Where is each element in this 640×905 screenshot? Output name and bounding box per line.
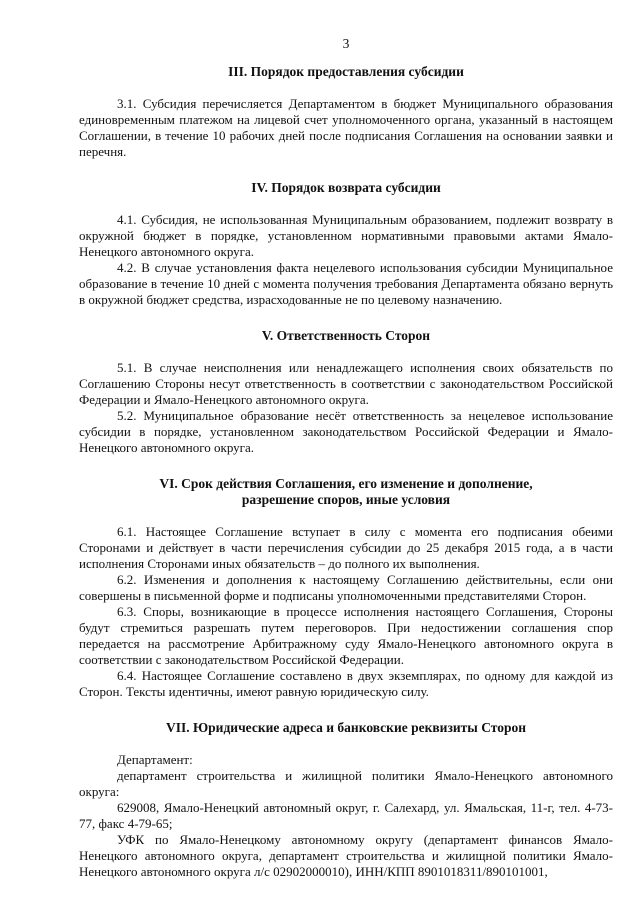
paragraph-department-address: 629008, Ямало-Ненецкий автономный округ, г. Салехард, ул. Ямальская, 11-г, тел. 4-73-77, факс 4-79-65; bbox=[79, 800, 613, 831]
section-title-line: VI. Срок действия Соглашения, его изменение и дополнение, bbox=[159, 476, 533, 491]
section-body bbox=[79, 212, 613, 308]
section-v bbox=[79, 328, 613, 456]
section-vi bbox=[79, 476, 613, 700]
paragraph-6-4: 6.4. Настоящее Соглашение составлено в двух экземплярах, по одному для каждой из Сторон. Тексты идентичны, имеют равную юридическую силу. bbox=[79, 668, 613, 699]
section-body bbox=[79, 524, 613, 700]
paragraph-4-1: 4.1. Субсидия, не использованная Муниципальным образованием, подлежит возврату в окружной бюджет в порядке, установленном нормативными правовыми актами Ямало-Ненецкого автономного округа. bbox=[79, 212, 613, 259]
paragraph-department-label: Департамент: bbox=[117, 752, 193, 767]
section-title: VII. Юридические адреса и банковские реквизиты Сторон bbox=[165, 720, 527, 735]
paragraph-5-2: 5.2. Муниципальное образование несёт ответственность за нецелевое использование субсидии в порядке, установленном законодательством Российской Федерации и Ямало-Ненецкого автономного округа. bbox=[79, 408, 613, 455]
section-title: III. Порядок предоставления субсидии bbox=[228, 64, 464, 79]
page-number: 3 bbox=[342, 36, 350, 51]
paragraph-6-2: 6.2. Изменения и дополнения к настоящему Соглашению действительны, если они совершены в письменной форме и подписаны уполномоченными представителями Сторон. bbox=[79, 572, 613, 603]
section-body bbox=[79, 360, 613, 456]
paragraph-3-1: 3.1. Субсидия перечисляется Департаментом в бюджет Муниципального образования единовременным платежом на лицевой счет уполномоченного органа, указанный в настоящем Соглашении, в течение 10 рабочих дней после подписания Соглашения на основании заявки и перечня. bbox=[79, 96, 613, 159]
paragraph-6-1: 6.1. Настоящее Соглашение вступает в силу с момента его подписания обеими Сторонами и действует в части перечисления субсидии до 25 декабря 2015 года, а в части исполнения Сторонами иных обязательств – до полного их выполнения. bbox=[79, 524, 613, 571]
paragraph-5-1: 5.1. В случае неисполнения или ненадлежащего исполнения своих обязательств по Соглашению Стороны несут ответственность в соответствии с законодательством Российской Федерации и Ямало-Ненецкого автономного округа. bbox=[79, 360, 613, 407]
section-vii bbox=[79, 720, 613, 880]
paragraph-4-2: 4.2. В случае установления факта нецелевого использования субсидии Муниципальное образование в течение 10 дней с момента получения требования Департамента обязано вернуть в окружной бюджет средства, израсходованные не по целевому назначению. bbox=[79, 260, 613, 307]
paragraph-6-3: 6.3. Споры, возникающие в процессе исполнения настоящего Соглашения, Стороны будут стремиться разрешать путем переговоров. При недостижении соглашения спор передается на рассмотрение Арбитражному суду Ямало-Ненецкого автономного округа в соответствии с законодательством Российской Федерации. bbox=[79, 604, 613, 667]
section-title: V. Ответственность Сторон bbox=[261, 328, 431, 343]
section-iv bbox=[79, 180, 613, 308]
paragraph-department-bank: УФК по Ямало-Ненецкому автономному округу (департамент финансов Ямало-Ненецкого автономного округа, департамент строительства и жилищной политики Ямало-Ненецкого автономного округа л/с 02902000010), ИНН/КПП 8901018311/890101001, bbox=[79, 832, 613, 879]
paragraph-department-name: департамент строительства и жилищной политики Ямало-Ненецкого автономного округа: bbox=[79, 768, 613, 799]
section-iii bbox=[79, 64, 613, 160]
section-title-line: разрешение споров, иные условия bbox=[241, 492, 451, 507]
section-title bbox=[79, 476, 613, 508]
section-body bbox=[79, 752, 613, 880]
section-title: IV. Порядок возврата субсидии bbox=[251, 180, 441, 195]
section-body bbox=[79, 96, 613, 160]
